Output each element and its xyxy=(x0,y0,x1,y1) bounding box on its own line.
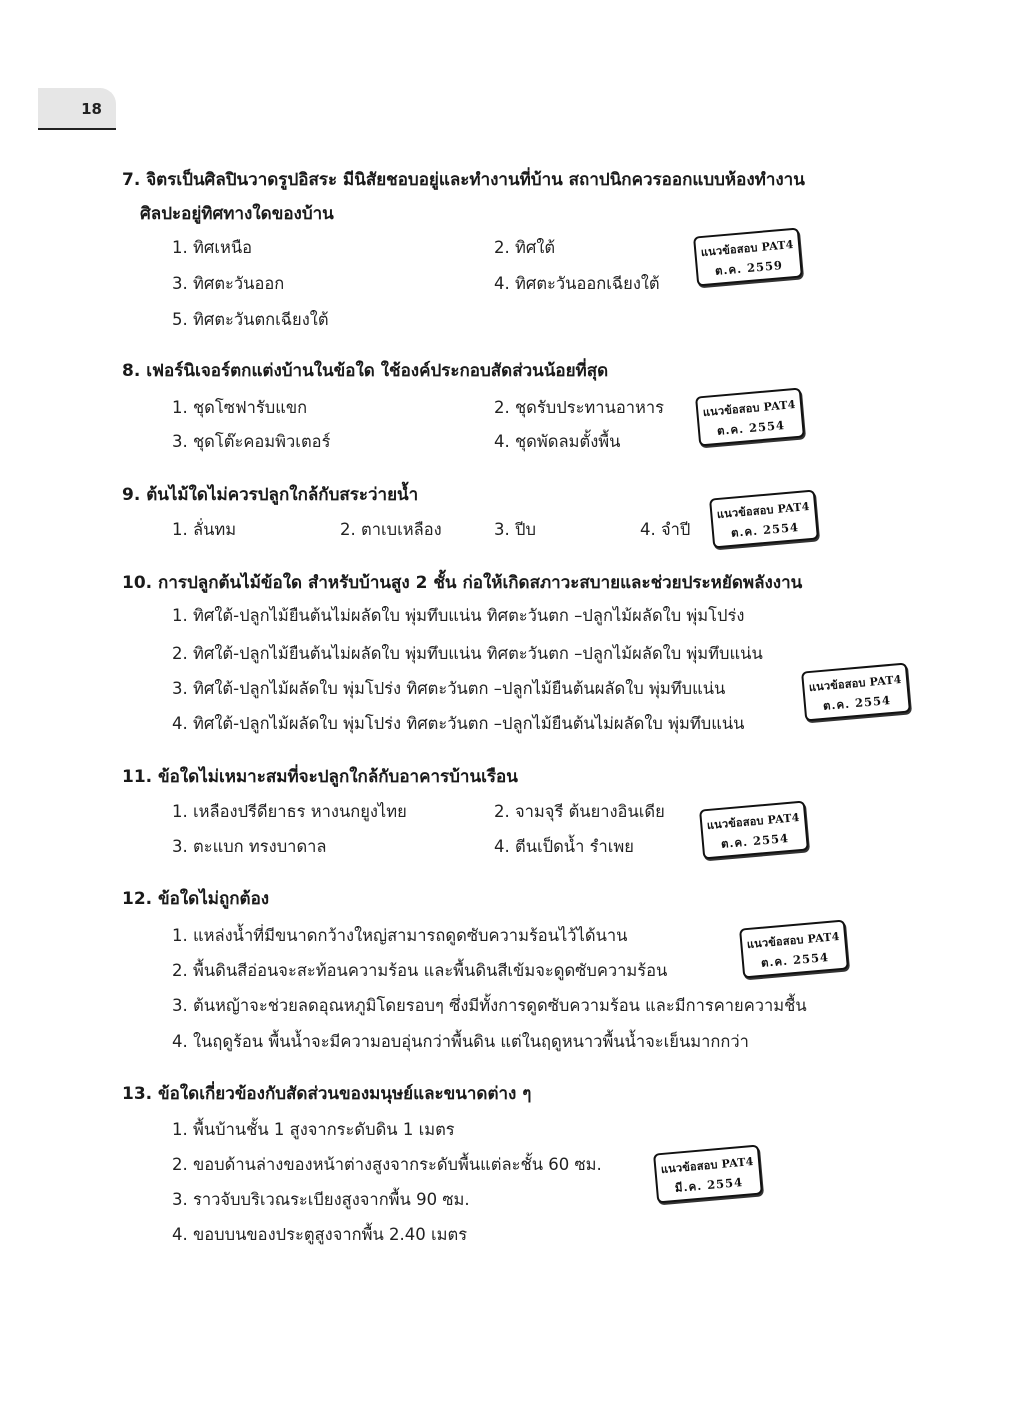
q10-option-2: 2. ทิศใต้-ปลูกไม้ยืนต้นไม่ผลัดใบ พุ่มทึบแน่น ทิศตะวันตก –ปลูกไม้ผลัดใบ พุ่มทึบแน่น xyxy=(172,644,763,663)
q9-option-3: 3. ปีบ xyxy=(494,520,536,539)
q10-option-1: 1. ทิศใต้-ปลูกไม้ยืนต้นไม่ผลัดใบ พุ่มทึบแน่น ทิศตะวันตก –ปลูกไม้ผลัดใบ พุ่มโปร่ง xyxy=(172,606,745,625)
q12-option-1: 1. แหล่งน้ำที่มีขนาดกว้างใหญ่สามารถดูดซับความร้อนไว้ได้นาน xyxy=(172,926,628,945)
q13-option-2: 2. ขอบด้านล่างของหน้าต่างสูงจากระดับพื้นแต่ละชั้น 60 ซม. xyxy=(172,1155,602,1174)
exam-stamp-q7 xyxy=(693,227,803,286)
stamp-label: แนวข้อสอบ PAT4 xyxy=(660,1155,755,1177)
question-12-title: 12. ข้อใดไม่ถูกต้อง xyxy=(122,889,270,909)
question-13-title: 13. ข้อใดเกี่ยวข้องกับสัดส่วนของมนุษย์และขนาดต่าง ๆ xyxy=(122,1084,532,1104)
q11-option-4: 4. ตีนเป็ดน้ำ รำเพย xyxy=(494,837,634,856)
exam-stamp-q12 xyxy=(739,919,849,978)
stamp-label: แนวข้อสอบ PAT4 xyxy=(716,500,811,522)
q7-option-2: 2. ทิศใต้ xyxy=(494,238,556,257)
question-7-text: 7. จิตรเป็นศิลปินวาดรูปอิสระ มีนิสัยชอบอยู่และทำงานที่บ้าน สถาปนิกควรออกแบบห้องทำงาน xyxy=(122,170,805,190)
q11-option-2: 2. จามจุรี ต้นยางอินเดีย xyxy=(494,802,665,821)
q10-option-3: 3. ทิศใต้-ปลูกไม้ผลัดใบ พุ่มโปร่ง ทิศตะวันตก –ปลูกไม้ยืนต้นผลัดใบ พุ่มทึบแน่น xyxy=(172,679,726,698)
q8-option-3: 3. ชุดโต๊ะคอมพิวเตอร์ xyxy=(172,432,331,451)
stamp-label: แนวข้อสอบ PAT4 xyxy=(808,673,903,695)
q7-option-3: 3. ทิศตะวันออก xyxy=(172,274,285,293)
q12-option-4: 4. ในฤดูร้อน พื้นน้ำจะมีความอบอุ่นกว่าพื้นดิน แต่ในฤดูหนาวพื้นน้ำจะเย็นมากกว่า xyxy=(172,1032,749,1051)
question-9-title: 9. ต้นไม้ใดไม่ควรปลูกใกล้กับสระว่ายน้ำ xyxy=(122,485,419,505)
q12-option-2: 2. พื้นดินสีอ่อนจะสะท้อนความร้อน และพื้นดินสีเข้มจะดูดซับความร้อน xyxy=(172,961,668,980)
q11-option-1: 1. เหลืองปรีดียาธร หางนกยูงไทย xyxy=(172,802,407,821)
exam-stamp-q8 xyxy=(695,387,805,446)
stamp-date: มี.ค. 2554 xyxy=(674,1175,744,1195)
question-7-text-cont: ศิลปะอยู่ทิศทางใดของบ้าน xyxy=(140,204,334,224)
stamp-date: ต.ค. 2554 xyxy=(720,831,790,851)
q13-option-1: 1. พื้นบ้านชั้น 1 สูงจากระดับดิน 1 เมตร xyxy=(172,1120,455,1139)
q11-option-3: 3. ตะแบก ทรงบาดาล xyxy=(172,837,327,856)
stamp-date: ต.ค. 2559 xyxy=(714,258,784,278)
q7-option-5: 5. ทิศตะวันตกเฉียงใต้ xyxy=(172,310,329,329)
stamp-date: ต.ค. 2554 xyxy=(730,520,800,540)
stamp-date: ต.ค. 2554 xyxy=(760,950,830,970)
stamp-label: แนวข้อสอบ PAT4 xyxy=(706,811,801,833)
q8-option-4: 4. ชุดพัดลมตั้งพื้น xyxy=(494,432,621,451)
stamp-label: แนวข้อสอบ PAT4 xyxy=(700,238,795,260)
q10-option-4: 4. ทิศใต้-ปลูกไม้ผลัดใบ พุ่มโปร่ง ทิศตะวันตก –ปลูกไม้ยืนต้นไม่ผลัดใบ พุ่มทึบแน่น xyxy=(172,714,745,733)
stamp-date: ต.ค. 2554 xyxy=(822,693,892,713)
question-11-title: 11. ข้อใดไม่เหมาะสมที่จะปลูกใกล้กับอาคารบ้านเรือน xyxy=(122,767,518,787)
stamp-label: แนวข้อสอบ PAT4 xyxy=(702,398,797,420)
q8-option-2: 2. ชุดรับประทานอาหาร xyxy=(494,398,665,417)
q7-option-4: 4. ทิศตะวันออกเฉียงใต้ xyxy=(494,274,660,293)
q13-option-3: 3. ราวจับบริเวณระเบียงสูงจากพื้น 90 ซม. xyxy=(172,1190,470,1209)
q13-option-4: 4. ขอบบนของประตูสูงจากพื้น 2.40 เมตร xyxy=(172,1225,468,1244)
q9-option-4: 4. จำปี xyxy=(640,520,691,539)
question-7-title xyxy=(122,163,805,231)
stamp-label: แนวข้อสอบ PAT4 xyxy=(746,930,841,952)
question-8-title: 8. เฟอร์นิเจอร์ตกแต่งบ้านในข้อใด ใช้องค์ประกอบสัดส่วนน้อยที่สุด xyxy=(122,361,609,381)
stamp-date: ต.ค. 2554 xyxy=(716,418,786,438)
exam-stamp-q11 xyxy=(699,800,809,859)
q8-option-1: 1. ชุดโซฟารับแขก xyxy=(172,398,308,417)
exam-stamp-q10 xyxy=(801,662,911,721)
exam-stamp-q9 xyxy=(709,489,819,548)
page-number: 18 xyxy=(81,100,102,118)
q7-option-1: 1. ทิศเหนือ xyxy=(172,238,253,257)
page-number-tab xyxy=(38,88,116,130)
q9-option-2: 2. ตาเบเหลือง xyxy=(340,520,442,539)
q12-option-3: 3. ต้นหญ้าจะช่วยลดอุณหภูมิโดยรอบๆ ซึ่งมีทั้งการดูดซับความร้อน และมีการคายความชื้น xyxy=(172,996,807,1015)
exam-stamp-q13 xyxy=(653,1144,763,1203)
q9-option-1: 1. ลั่นทม xyxy=(172,520,237,539)
question-10-title: 10. การปลูกต้นไม้ข้อใด สำหรับบ้านสูง 2 ชั้น ก่อให้เกิดสภาวะสบายและช่วยประหยัดพลังงาน xyxy=(122,573,803,593)
